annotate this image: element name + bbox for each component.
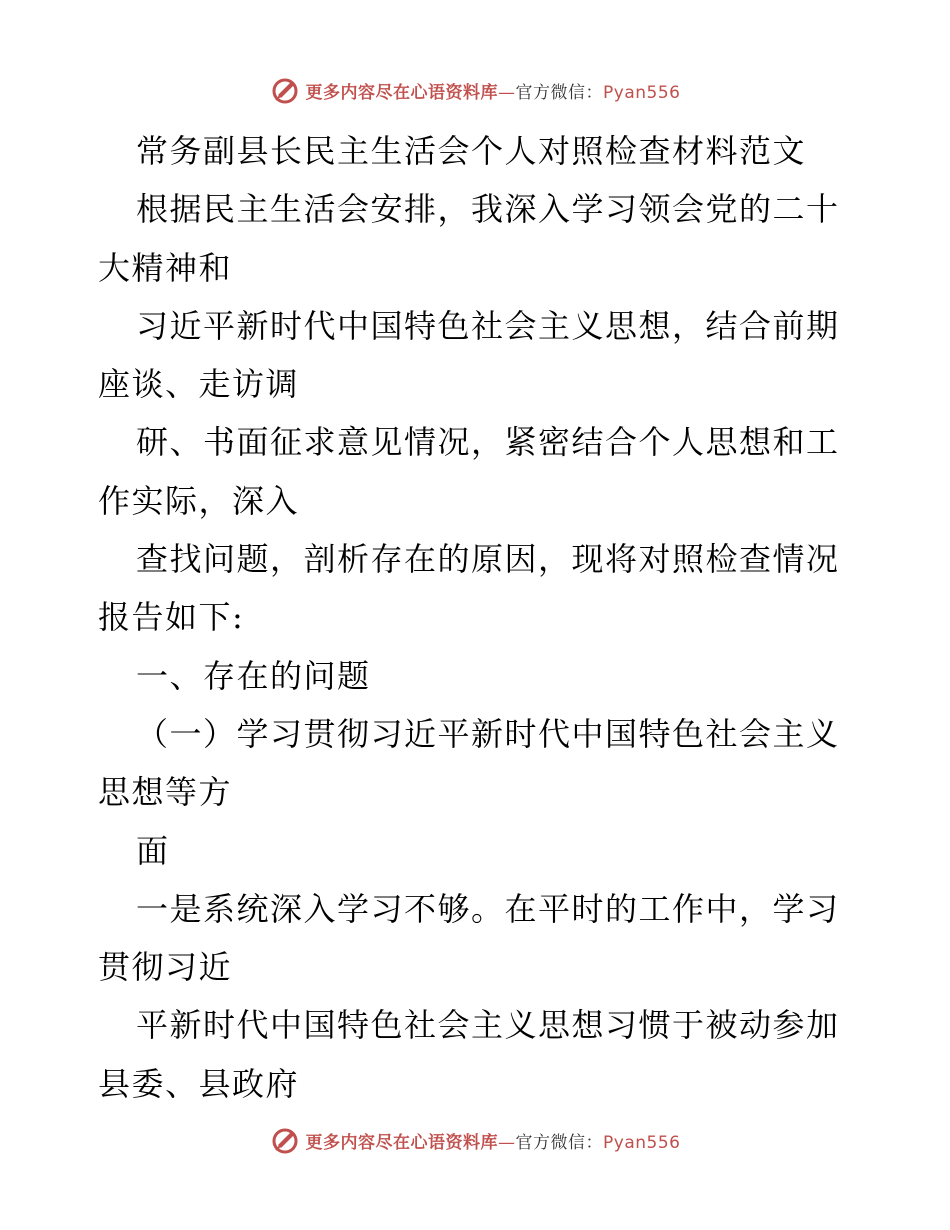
watermark-account: Pyan556 bbox=[603, 1132, 681, 1153]
document-line: 面 bbox=[136, 831, 170, 870]
watermark-label: 官方微信： bbox=[515, 1132, 604, 1153]
document-line: 报告如下: bbox=[98, 598, 245, 637]
document-line: 县委、县政府 bbox=[98, 1064, 300, 1103]
document-body bbox=[98, 122, 858, 1113]
document-line: 座谈、走访调 bbox=[98, 365, 300, 404]
document-line: 根据民主生活会安排，我深入学习领会党的二十 bbox=[136, 190, 840, 229]
document-line: 贯彻习近 bbox=[98, 948, 233, 987]
document-line: 查找问题，剖析存在的原因，现将对照检查情况 bbox=[136, 540, 840, 579]
watermark-main-text: 更多内容尽在心语资料库 bbox=[305, 1132, 499, 1153]
watermark-dash: — bbox=[498, 82, 516, 103]
document-line: 一、存在的问题 bbox=[136, 656, 371, 695]
quill-seal-icon bbox=[270, 75, 300, 105]
document-line: 思想等方 bbox=[98, 773, 233, 812]
document-line: 习近平新时代中国特色社会主义思想，结合前期 bbox=[136, 306, 840, 345]
document-line: 平新时代中国特色社会主义思想习惯于被动参加 bbox=[136, 1006, 840, 1045]
watermark-text bbox=[306, 1128, 681, 1153]
document-line: 作实际，深入 bbox=[98, 481, 300, 520]
watermark-label: 官方微信： bbox=[515, 82, 604, 103]
document-line: 常务副县长民主生活会个人对照检查材料范文 bbox=[136, 132, 807, 170]
document-line: 一是系统深入学习不够。在平时的工作中，学习 bbox=[136, 889, 840, 928]
watermark-account: Pyan556 bbox=[603, 82, 681, 103]
watermark-main-text: 更多内容尽在心语资料库 bbox=[305, 82, 499, 103]
document-line: （一）学习贯彻习近平新时代中国特色社会主义 bbox=[136, 714, 840, 753]
watermark-dash: — bbox=[498, 1132, 516, 1153]
watermark-banner-bottom bbox=[0, 1120, 950, 1160]
quill-seal-icon bbox=[270, 1125, 300, 1155]
document-line: 研、书面征求意见情况，紧密结合个人思想和工 bbox=[136, 423, 840, 462]
watermark-text bbox=[306, 78, 681, 103]
watermark-banner-top bbox=[0, 70, 950, 110]
document-line: 大精神和 bbox=[98, 248, 233, 287]
